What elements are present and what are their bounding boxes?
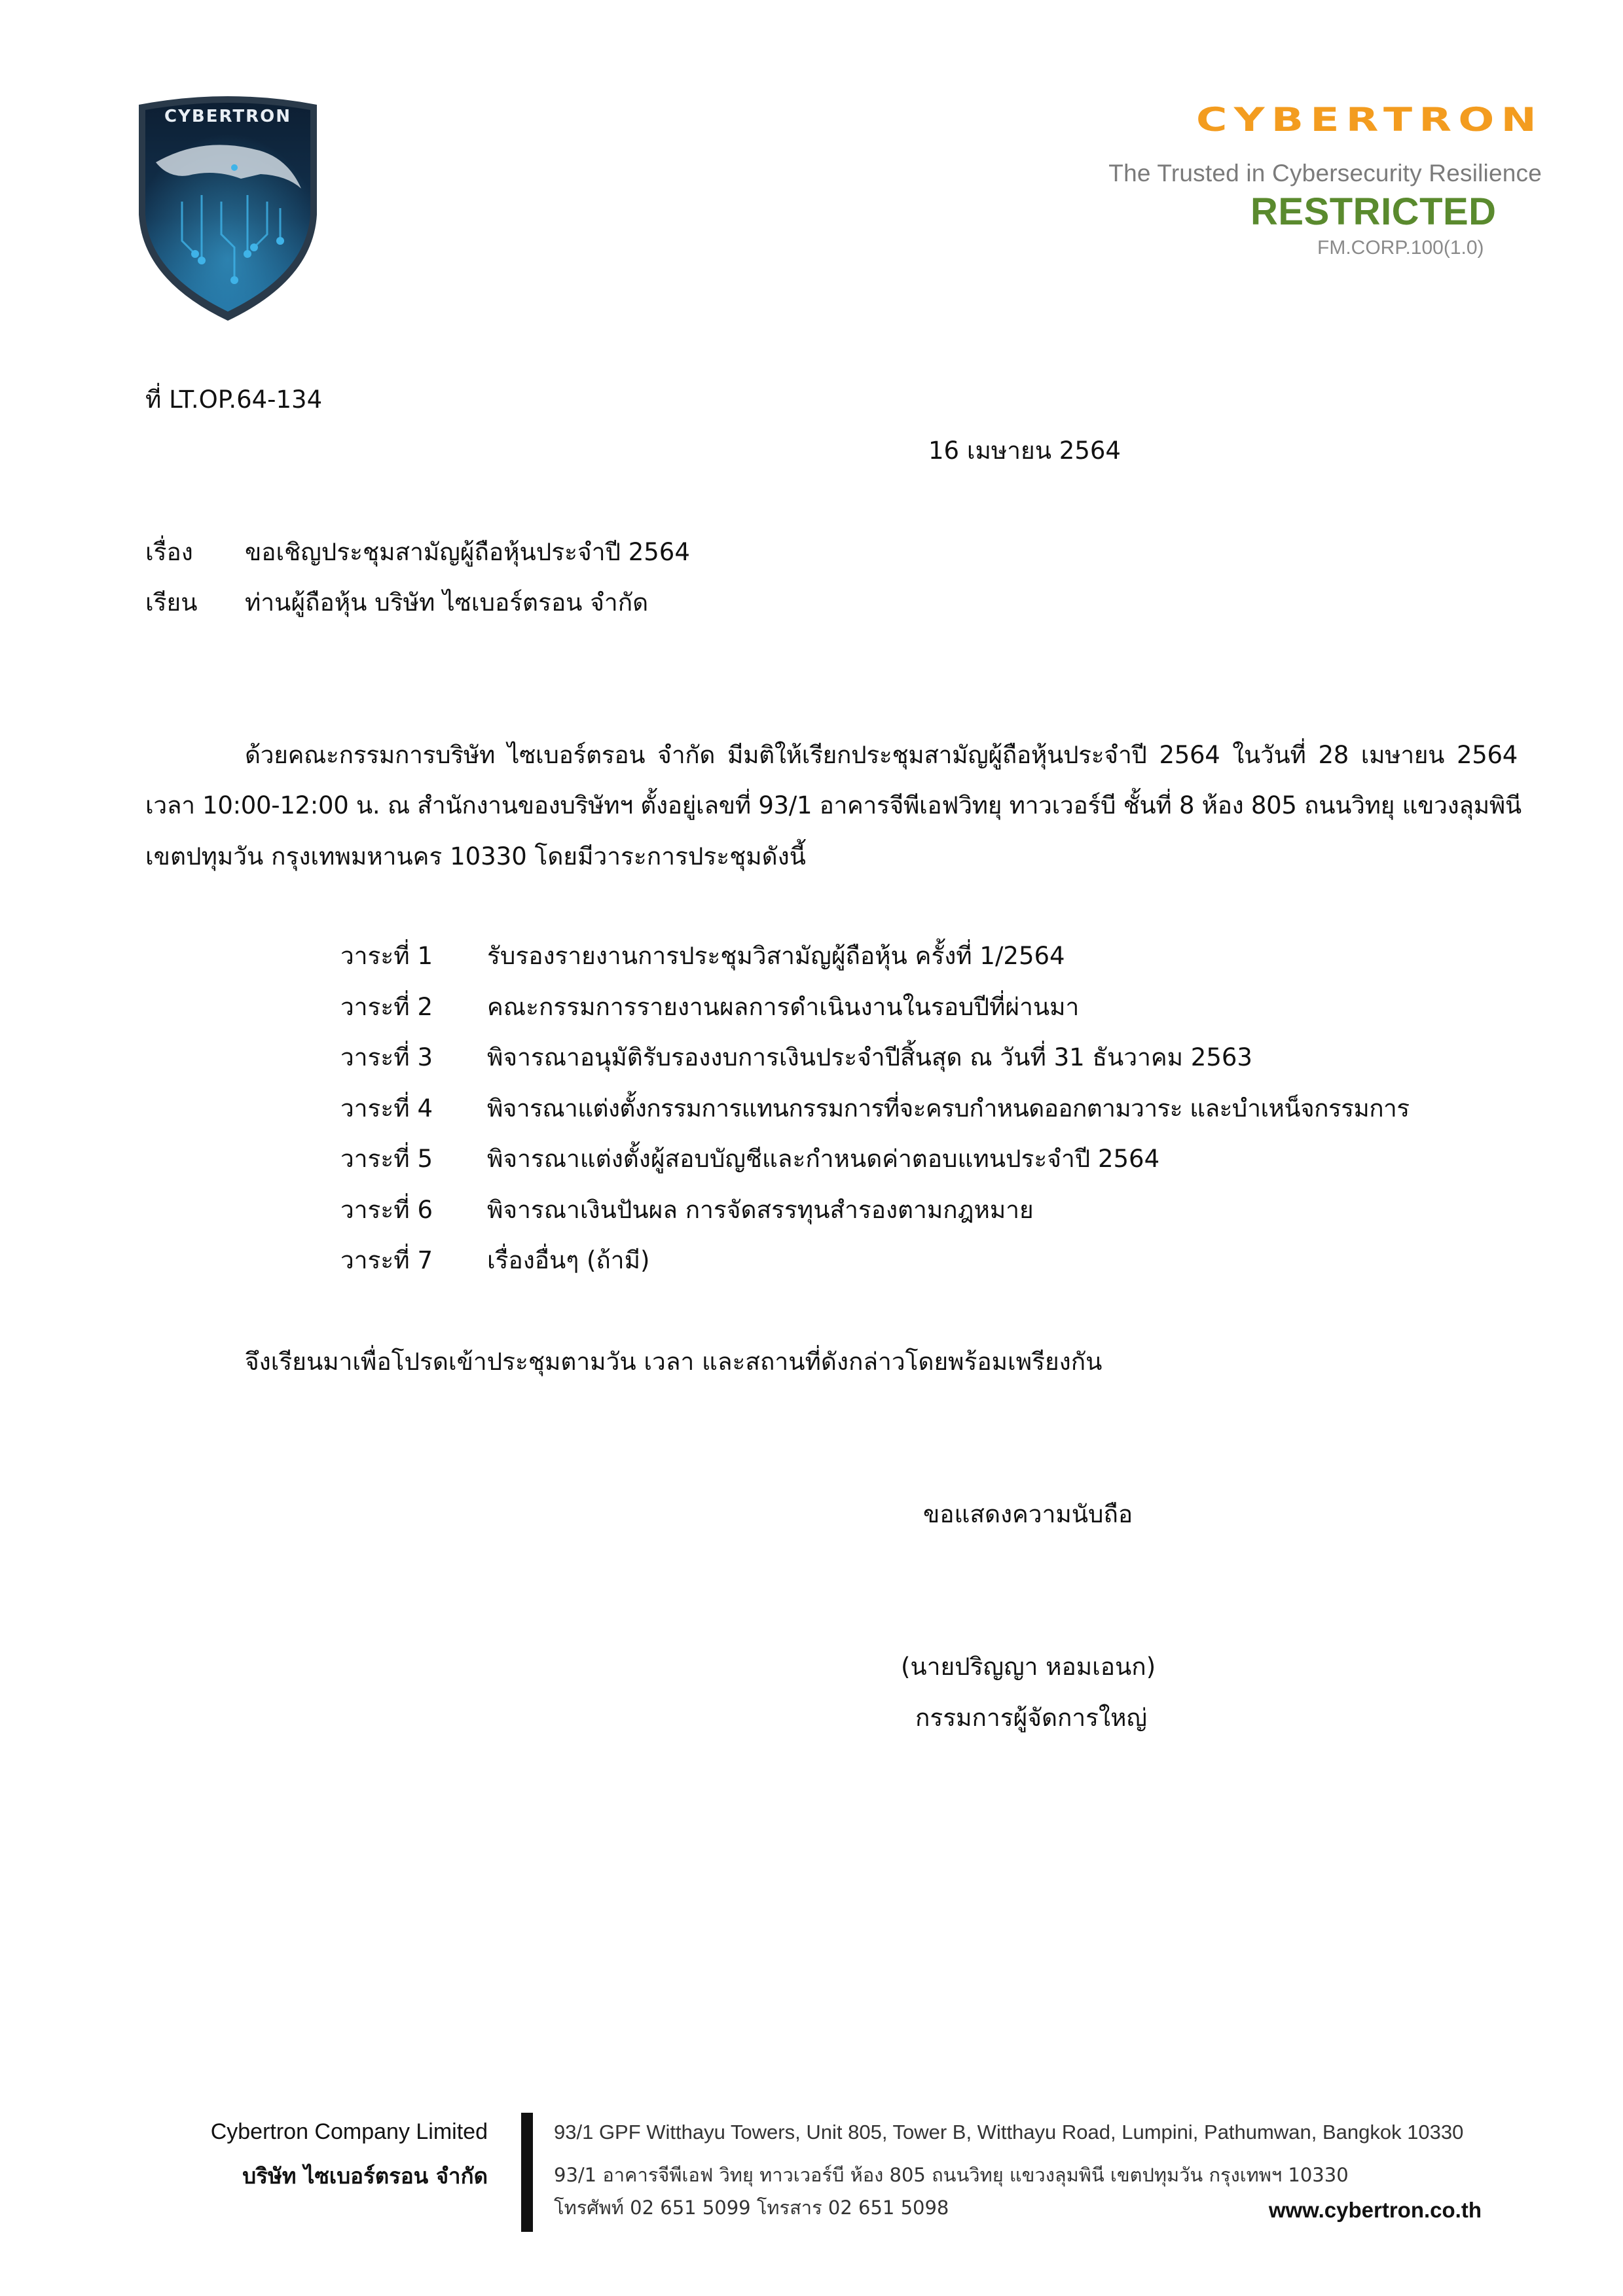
regards: ขอแสดงความนับถือ [923, 1500, 1133, 1528]
recipient-label: เรียน [145, 588, 198, 617]
agenda-label: วาระที่ 6 [340, 1196, 433, 1224]
cybertron-shield-logo [130, 90, 326, 323]
signer-name: (นายปริญญา หอมเอนก) [901, 1653, 1156, 1681]
footer-address-th: 93/1 อาคารจีพีเอฟ วิทยุ ทาวเวอร์บี ห้อง 805 ถนนวิทยุ แขวงลุมพินี เขตปทุมวัน กรุงเทพฯ 10330 [554, 2164, 1349, 2186]
footer-address-en: 93/1 GPF Witthayu Towers, Unit 805, Tower B, Witthayu Road, Lumpini, Pathumwan, Bangkok 10330 [554, 2121, 1464, 2144]
closing-paragraph: จึงเรียนมาเพื่อโปรดเข้าประชุมตามวัน เวลา และสถานที่ดังกล่าวโดยพร้อมเพรียงกัน [245, 1348, 1103, 1376]
footer-phone-fax: โทรศัพท์ 02 651 5099 โทรสาร 02 651 5098 [554, 2197, 949, 2219]
footer-company-en: Cybertron Company Limited [210, 2119, 488, 2144]
agenda-text: พิจารณาแต่งตั้งผู้สอบบัญชีและกำหนดค่าตอบแทนประจำปี 2564 [487, 1145, 1160, 1173]
subject-label: เรื่อง [145, 538, 193, 566]
body-line-3: เขตปทุมวัน กรุงเทพมหานคร 10330 โดยมีวาระการประชุมดังนี้ [145, 842, 806, 870]
agenda-text: เรื่องอื่นๆ (ถ้ามี) [487, 1246, 650, 1274]
footer-website-link[interactable]: www.cybertron.co.th [1268, 2198, 1482, 2222]
body-line-2: เวลา 10:00-12:00 น. ณ สำนักงานของบริษัทฯ ตั้งอยู่เลขที่ 93/1 อาคารจีพีเอฟวิทยุ ทาวเวอร์บี ชั้นที่ 8 ห้อง 805 ถนนวิทยุ แขวงลุมพินี [145, 791, 1522, 819]
letter-date: 16 เมษายน 2564 [928, 437, 1121, 465]
agenda-text: รับรองรายงานการประชุมวิสามัญผู้ถือหุ้น ครั้งที่ 1/2564 [487, 942, 1065, 970]
agenda-label: วาระที่ 3 [340, 1043, 433, 1071]
brand-name: CYBERTRON [1196, 102, 1543, 136]
recipient-text: ท่านผู้ถือหุ้น บริษัท ไซเบอร์ตรอน จำกัด [245, 588, 649, 617]
agenda-label: วาระที่ 5 [340, 1145, 433, 1173]
agenda-label: วาระที่ 2 [340, 993, 433, 1021]
form-code: FM.CORP.100(1.0) [1317, 237, 1484, 259]
footer-company-th: บริษัท ไซเบอร์ตรอน จำกัด [242, 2163, 488, 2189]
reference-number: ที่ LT.OP.64-134 [145, 386, 323, 414]
subject-text: ขอเชิญประชุมสามัญผู้ถือหุ้นประจำปี 2564 [245, 538, 690, 566]
body-line-1: ด้วยคณะกรรมการบริษัท ไซเบอร์ตรอน จำกัด มีมติให้เรียกประชุมสามัญผู้ถือหุ้นประจำปี 2564 ในวันที่ 28 เมษายน 2564 [245, 741, 1518, 769]
cybertron-wordmark [1193, 102, 1546, 136]
footer-divider [521, 2113, 533, 2232]
agenda-text: คณะกรรมการรายงานผลการดำเนินงานในรอบปีที่ผ่านมา [487, 993, 1080, 1021]
agenda-label: วาระที่ 7 [340, 1246, 433, 1274]
agenda-label: วาระที่ 1 [340, 942, 433, 970]
agenda-text: พิจารณาอนุมัติรับรองงบการเงินประจำปีสิ้นสุด ณ วันที่ 31 ธันวาคม 2563 [487, 1043, 1252, 1071]
agenda-text: พิจารณาเงินปันผล การจัดสรรทุนสำรองตามกฎหมาย [487, 1196, 1034, 1224]
agenda-text: พิจารณาแต่งตั้งกรรมการแทนกรรมการที่จะครบกำหนดออกตามวาระ และบำเหน็จกรรมการ [487, 1094, 1410, 1122]
classification-label: RESTRICTED [1250, 190, 1497, 233]
logo-text: CYBERTRON [164, 107, 291, 126]
tagline: The Trusted in Cybersecurity Resilience [1108, 160, 1542, 187]
signer-title: กรรมการผู้จัดการใหญ่ [915, 1704, 1148, 1732]
agenda-label: วาระที่ 4 [340, 1094, 433, 1122]
